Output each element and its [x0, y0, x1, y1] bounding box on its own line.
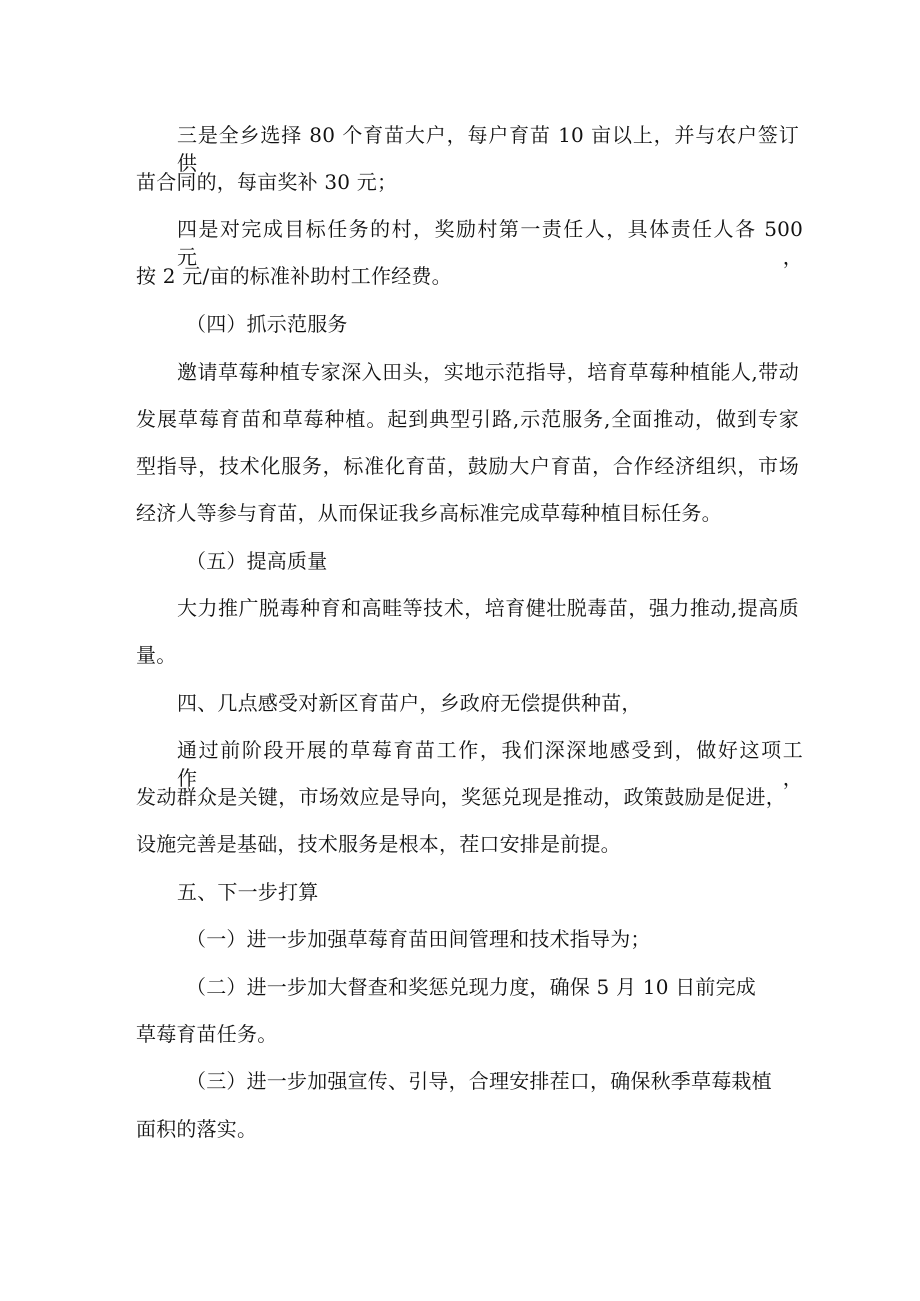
- paragraph-line: 型指导，技术化服务，标准化育苗，鼓励大户育苗，合作经济组织，市场: [136, 454, 799, 478]
- section-heading: 五、下一步打算: [177, 880, 319, 904]
- paragraph-line: 面积的落实。: [136, 1117, 258, 1141]
- paragraph-line: 三是全乡选择 80 个育苗大户，每户育苗 10 亩以上，并与农户签订供: [177, 123, 799, 175]
- paragraph-line: 设施完善是基础，技术服务是根本，茬口安排是前提。: [136, 832, 621, 856]
- list-item: （三）进一步加强宣传、引导，合理安排茬口，确保秋季草莓栽植: [186, 1069, 772, 1093]
- list-item: （二）进一步加大督查和奖惩兑现力度，确保 5 月 10 日前完成: [186, 975, 757, 999]
- paragraph-line: 发展草莓育苗和草莓种植。起到典型引路,示范服务,全面推动，做到专家: [136, 407, 799, 431]
- section-heading: （四）抓示范服务: [186, 312, 348, 336]
- paragraph-line: 邀请草莓种植专家深入田头，实地示范指导，培育草莓种植能人,带动: [177, 360, 799, 384]
- paragraph-line: 按 2 元/亩的标准补助村工作经费。: [136, 264, 452, 288]
- paragraph-line: 发动群众是关键，市场效应是导向，奖惩兑现是推动，政策鼓励是促进，: [136, 785, 786, 809]
- paragraph-line: 经济人等参与育苗，从而保证我乡高标准完成草莓种植目标任务。: [136, 501, 722, 525]
- paragraph-line: 通过前阶段开展的草莓育苗工作，我们深深地感受到，做好这项工作，: [177, 738, 803, 790]
- section-heading: （五）提高质量: [186, 549, 328, 573]
- paragraph-line: 量。: [136, 643, 177, 667]
- paragraph-line: 大力推广脱毒种育和高畦等技术，培育健壮脱毒苗，强力推动,提高质: [177, 596, 799, 620]
- paragraph-line: 苗合同的，每亩奖补 30 元；: [136, 170, 398, 194]
- list-item: （一）进一步加强草莓育苗田间管理和技术指导为；: [186, 927, 651, 951]
- paragraph-line: 四是对完成目标任务的村，奖励村第一责任人，具体责任人各 500 元，: [177, 217, 803, 269]
- paragraph-line: 草莓育苗任务。: [136, 1022, 278, 1046]
- section-heading: 四、几点感受对新区育苗户，乡政府无偿提供种苗，: [177, 691, 642, 715]
